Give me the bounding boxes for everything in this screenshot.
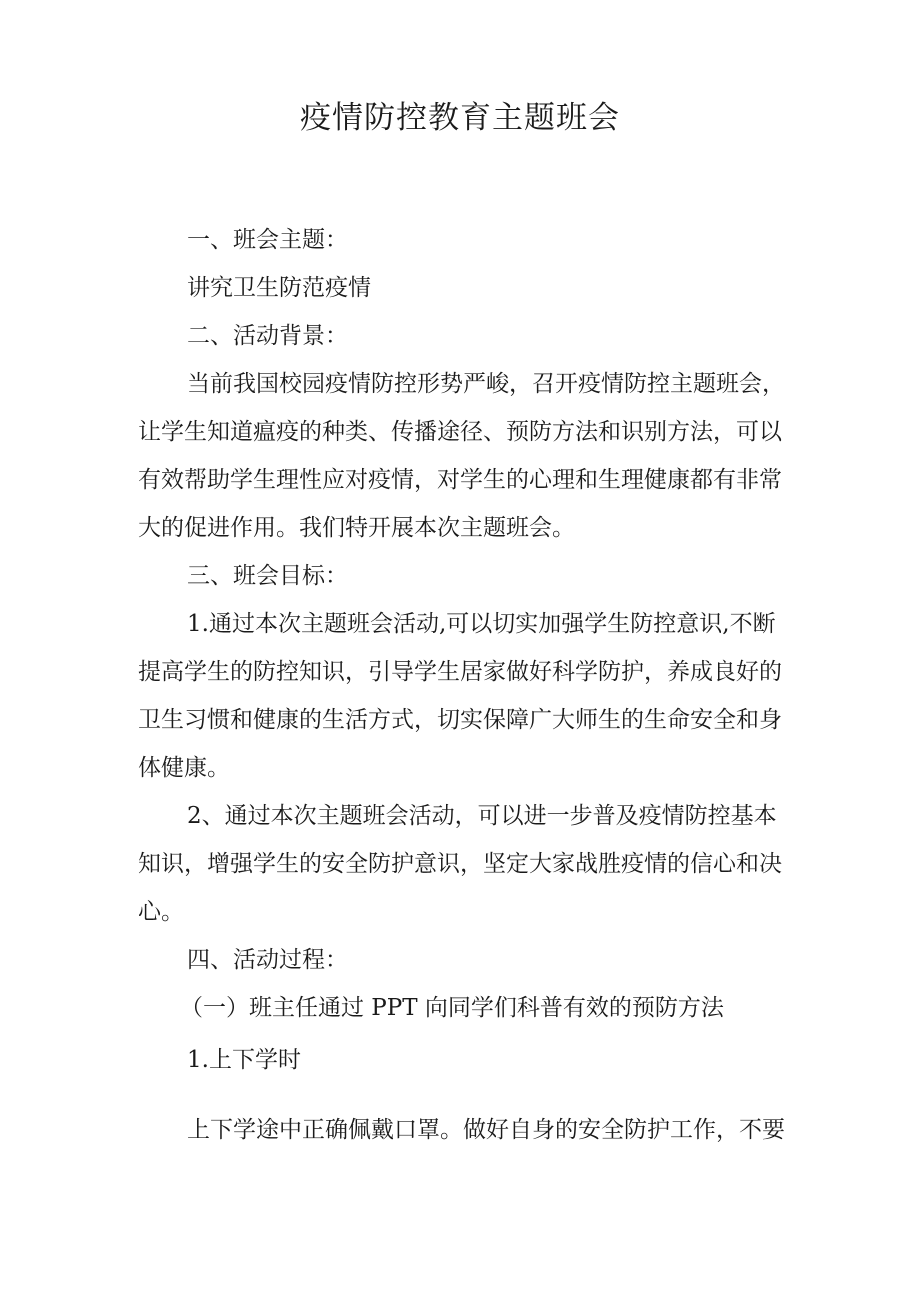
section-heading-background: 二、活动背景： [187, 323, 348, 349]
section-heading-goals: 三、班会目标： [187, 563, 348, 589]
background-paragraph-line: 让学生知道瘟疫的种类、传播途径、预防方法和识别方法，可以 [138, 419, 782, 445]
subsection-heading-ppt: （一）班主任通过 PPT 向同学们科普有效的预防方法 [180, 995, 724, 1021]
goal-2-paragraph-line: 知识，增强学生的安全防护意识，坚定大家战胜疫情的信心和决 [138, 851, 782, 877]
section-heading-theme: 一、班会主题： [187, 227, 348, 253]
goal-2-paragraph-line: 2、通过本次主题班会活动，可以进一步普及疫情防控基本 [187, 803, 777, 829]
theme-text: 讲究卫生防范疫情 [187, 275, 371, 301]
goal-1-paragraph-line: 卫生习惯和健康的生活方式，切实保障广大师生的生命安全和身 [138, 707, 782, 733]
page-title: 疫情防控教育主题班会 [300, 100, 620, 136]
item-heading-commute: 1.上下学时 [187, 1047, 301, 1073]
commute-paragraph-line: 上下学途中正确佩戴口罩。做好自身的安全防护工作，不要 [187, 1117, 785, 1143]
goal-2-paragraph-line: 心。 [138, 899, 184, 925]
section-heading-process: 四、活动过程： [187, 947, 348, 973]
background-paragraph-line: 大的促进作用。我们特开展本次主题班会。 [138, 515, 575, 541]
background-paragraph-line: 有效帮助学生理性应对疫情，对学生的心理和生理健康都有非常 [138, 467, 782, 493]
goal-1-paragraph-line: 提高学生的防控知识，引导学生居家做好科学防护，养成良好的 [138, 659, 782, 685]
goal-1-paragraph-line: 1.通过本次主题班会活动,可以切实加强学生防控意识,不断 [187, 611, 776, 637]
background-paragraph-line: 当前我国校园疫情防控形势严峻，召开疫情防控主题班会， [187, 371, 785, 397]
goal-1-paragraph-line: 体健康。 [138, 755, 230, 781]
